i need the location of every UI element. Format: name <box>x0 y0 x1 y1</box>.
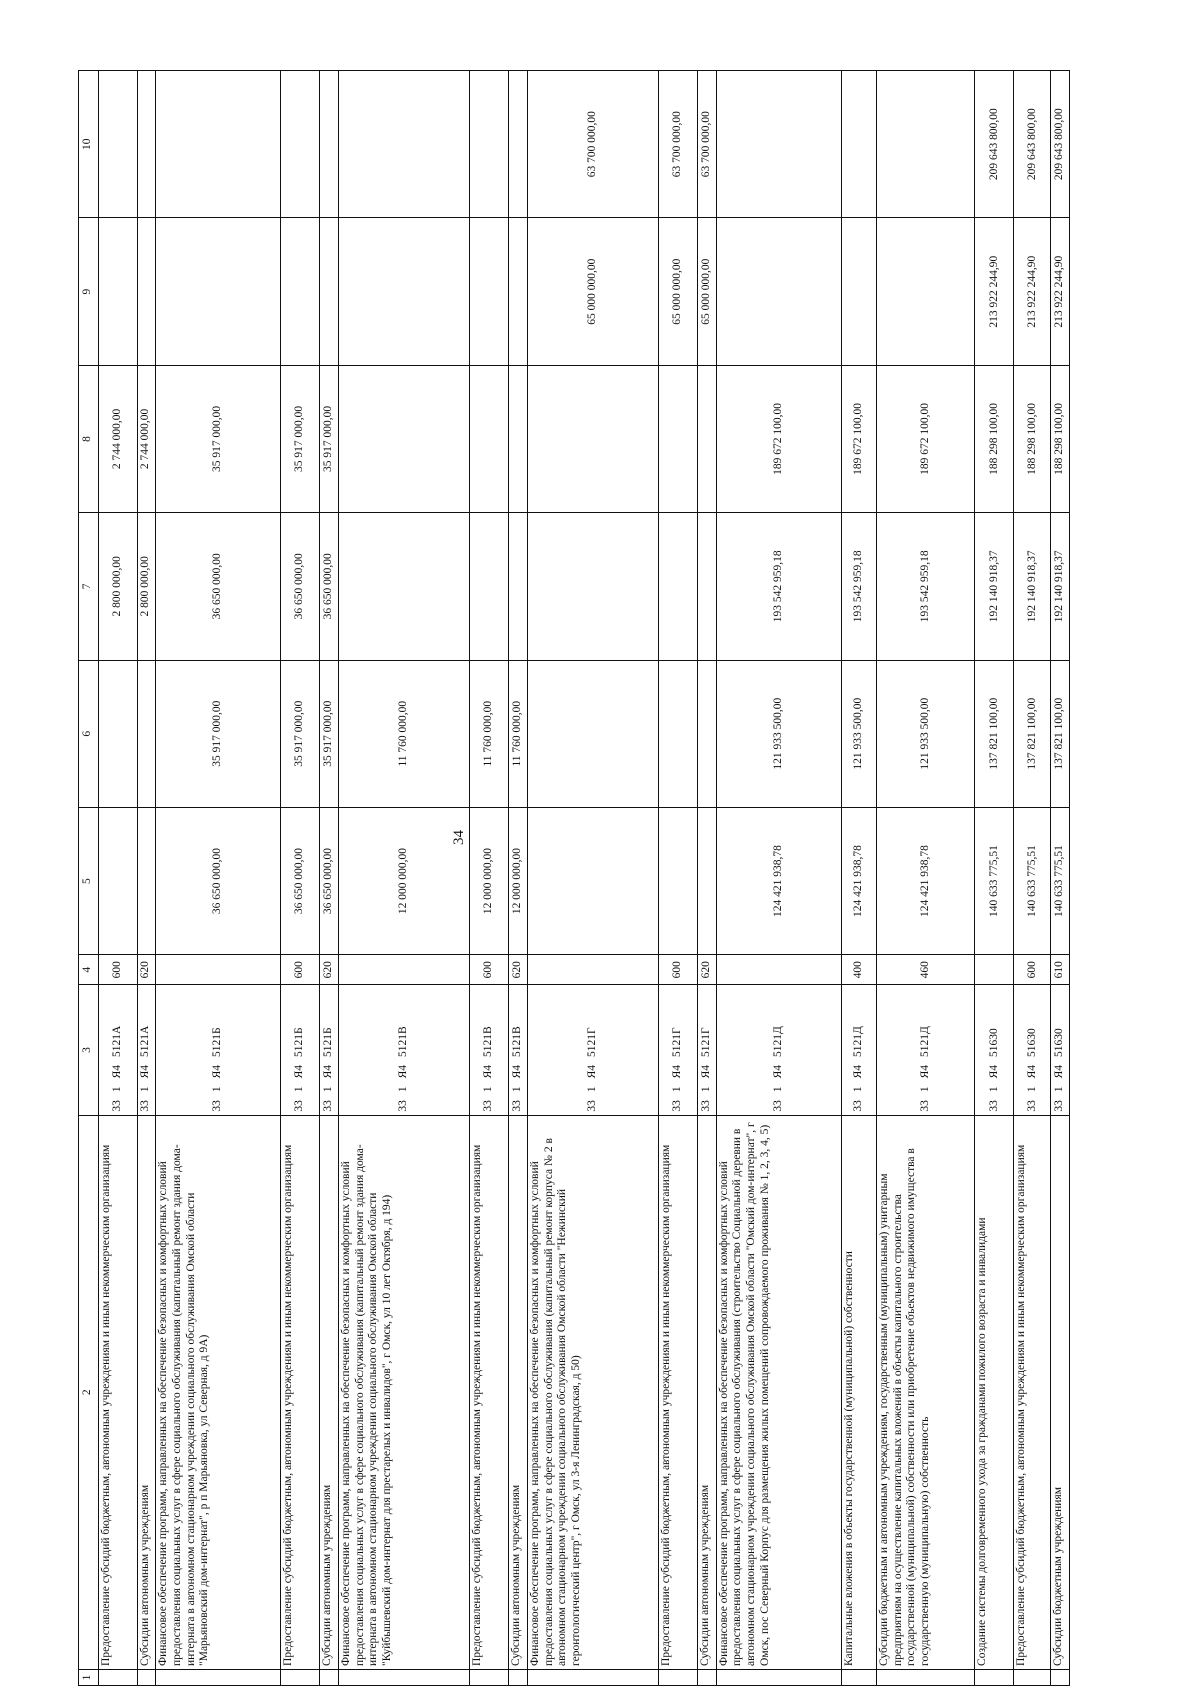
code-parts <box>919 988 933 1111</box>
code-part: 33 <box>397 1100 410 1112</box>
table-row <box>281 71 320 1686</box>
code-part: 33 <box>482 1100 495 1112</box>
row-description: Субсидии бюджетным учреждениям <box>1051 1115 1070 1669</box>
amount-cell-c9 <box>281 218 320 365</box>
header-cell: 9 <box>79 218 99 365</box>
empty-cell <box>281 1669 320 1685</box>
amount-cell-c9 <box>841 218 876 365</box>
row-code <box>470 985 509 1115</box>
code-part: 1 <box>211 1086 224 1093</box>
code-part: 1 <box>110 1086 123 1093</box>
row-code <box>98 985 137 1115</box>
expense-type-cell: 610 <box>1051 955 1070 985</box>
amount-cell-c8: 188 298 100,00 <box>975 365 1014 512</box>
code-part: 1 <box>322 1086 335 1093</box>
code-part: 33 <box>700 1100 713 1112</box>
code-part: 33 <box>671 1100 684 1112</box>
amount-cell-c8 <box>470 365 509 512</box>
row-code <box>137 985 155 1115</box>
amount-cell-c9: 65 000 000,00 <box>659 218 698 365</box>
code-part: 5121Г <box>671 1027 684 1057</box>
code-part: 33 <box>851 1100 864 1112</box>
header-cell: 2 <box>79 1115 99 1669</box>
amount-cell-c8: 35 917 000,00 <box>281 365 320 512</box>
amount-cell-c5 <box>98 807 137 954</box>
amount-cell-c6 <box>527 660 658 807</box>
code-part: 5121А <box>110 1025 123 1057</box>
row-code <box>659 985 698 1115</box>
expense-type-cell <box>716 955 841 985</box>
code-part: 5121Б <box>211 1027 224 1057</box>
amount-cell-c6 <box>98 660 137 807</box>
amount-cell-c8: 189 672 100,00 <box>841 365 876 512</box>
row-code <box>281 985 320 1115</box>
empty-cell <box>975 1669 1014 1685</box>
code-part: 33 <box>511 1100 524 1112</box>
code-part: 1 <box>139 1086 152 1093</box>
amount-cell-c10 <box>281 71 320 218</box>
amount-cell-c7: 192 140 918,37 <box>1014 513 1051 660</box>
code-part: Я4 <box>771 1064 784 1079</box>
amount-cell-c6 <box>659 660 698 807</box>
table-row <box>659 71 698 1686</box>
header-cell: 4 <box>79 955 99 985</box>
amount-cell-c5 <box>698 807 716 954</box>
expense-type-cell: 600 <box>659 955 698 985</box>
code-part: 1 <box>918 1086 931 1093</box>
amount-cell-c10 <box>841 71 876 218</box>
expense-type-cell: 620 <box>509 955 527 985</box>
code-parts <box>111 988 125 1111</box>
amount-cell-c8: 189 672 100,00 <box>876 365 975 512</box>
amount-cell-c8 <box>338 365 469 512</box>
amount-cell-c10 <box>156 71 281 218</box>
amount-cell-c9: 65 000 000,00 <box>698 218 716 365</box>
code-part: 5121Д <box>851 1026 864 1057</box>
amount-cell-c7: 2 800 000,00 <box>137 513 155 660</box>
row-code <box>698 985 716 1115</box>
row-description: Финансовое обеспечение программ, направленных на обеспечение безопасных и комфортных условий предоставления социальных услуг в сфере социального обслуживания (капитальный ремонт здания дома-интерната в автономном стационарном учреждении социального обслуживания Омской области "Куйбышевский дом-интернат для престарелых и инвалидов", г Омск, ул 10 лет Октября, д 194) <box>338 1115 469 1669</box>
amount-cell-c8: 2 744 000,00 <box>98 365 137 512</box>
table-row <box>156 71 281 1686</box>
code-part: 51630 <box>987 1028 1000 1057</box>
row-code <box>320 985 338 1115</box>
amount-cell-c9 <box>98 218 137 365</box>
code-part: 1 <box>771 1086 784 1093</box>
code-part: Я4 <box>1025 1064 1038 1079</box>
code-part: Я4 <box>1053 1064 1066 1079</box>
code-part: 1 <box>700 1086 713 1093</box>
amount-cell-c10 <box>98 71 137 218</box>
code-part: Я4 <box>139 1064 152 1079</box>
amount-cell-c5: 12 000 000,00 <box>470 807 509 954</box>
code-part: 5121Д <box>918 1026 931 1057</box>
amount-cell-c9 <box>338 218 469 365</box>
table-row <box>320 71 338 1686</box>
row-description: Финансовое обеспечение программ, направленных на обеспечение безопасных и комфортных условий предоставления социальных услуг в сфере социального обслуживания (строительство Социальной деревни в автономном стационарном учреждении социального обслуживания Омской области "Омский дом-интернат", г Омск, пос Северный Корпус для размещения жилых помещений сопровождаемого проживания № 1, 2, 3, 4, 5) <box>716 1115 841 1669</box>
amount-cell-c8: 188 298 100,00 <box>1014 365 1051 512</box>
table-header-row <box>79 71 99 1686</box>
amount-cell-c7: 36 650 000,00 <box>320 513 338 660</box>
amount-cell-c7: 192 140 918,37 <box>975 513 1014 660</box>
amount-cell-c7 <box>509 513 527 660</box>
amount-cell-c5 <box>659 807 698 954</box>
row-description: Субсидии автономным учреждениям <box>320 1115 338 1669</box>
code-part: 1 <box>586 1086 599 1093</box>
amount-cell-c8: 2 744 000,00 <box>137 365 155 512</box>
code-part: 5121Г <box>586 1027 599 1057</box>
code-part: 5121В <box>511 1026 524 1057</box>
amount-cell-c9: 213 922 244,90 <box>975 218 1014 365</box>
code-part: Я4 <box>482 1064 495 1079</box>
code-part: 1 <box>1053 1086 1066 1093</box>
row-code <box>1051 985 1070 1115</box>
empty-cell <box>841 1669 876 1685</box>
amount-cell-c6 <box>698 660 716 807</box>
amount-cell-c8: 35 917 000,00 <box>320 365 338 512</box>
code-part: 33 <box>771 1100 784 1112</box>
code-part: 33 <box>110 1100 123 1112</box>
amount-cell-c5: 36 650 000,00 <box>281 807 320 954</box>
empty-cell <box>1014 1669 1051 1685</box>
code-parts <box>852 988 866 1111</box>
code-part: 5121А <box>139 1025 152 1057</box>
code-part: 5121Г <box>700 1027 713 1057</box>
amount-cell-c7 <box>527 513 658 660</box>
empty-cell <box>137 1669 155 1685</box>
empty-cell <box>509 1669 527 1685</box>
code-part: 51630 <box>1053 1028 1066 1057</box>
table-row <box>470 71 509 1686</box>
amount-cell-c8 <box>698 365 716 512</box>
amount-cell-c8: 188 298 100,00 <box>1051 365 1070 512</box>
code-part: Я4 <box>671 1064 684 1079</box>
code-parts <box>293 988 307 1111</box>
amount-cell-c10: 63 700 000,00 <box>698 71 716 218</box>
amount-cell-c9 <box>509 218 527 365</box>
code-part: Я4 <box>987 1064 1000 1079</box>
empty-cell <box>320 1669 338 1685</box>
expense-type-cell <box>527 955 658 985</box>
code-parts <box>482 988 496 1111</box>
code-part: 1 <box>851 1086 864 1093</box>
amount-cell-c5: 140 633 775,51 <box>1014 807 1051 954</box>
expense-type-cell <box>156 955 281 985</box>
amount-cell-c8 <box>659 365 698 512</box>
table-row <box>698 71 716 1686</box>
amount-cell-c6: 121 933 500,00 <box>716 660 841 807</box>
code-part: Я4 <box>397 1064 410 1079</box>
amount-cell-c5: 124 421 938,78 <box>841 807 876 954</box>
code-part: 33 <box>918 1100 931 1112</box>
code-part: Я4 <box>586 1064 599 1079</box>
empty-cell <box>527 1669 658 1685</box>
amount-cell-c9 <box>876 218 975 365</box>
row-description: Субсидии автономным учреждениям <box>509 1115 527 1669</box>
code-part: 5121В <box>482 1026 495 1057</box>
code-parts <box>772 988 786 1111</box>
expense-type-cell: 600 <box>1014 955 1051 985</box>
row-description: Субсидии автономным учреждениям <box>137 1115 155 1669</box>
amount-cell-c9: 213 922 244,90 <box>1014 218 1051 365</box>
amount-cell-c10: 209 643 800,00 <box>1051 71 1070 218</box>
code-part: Я4 <box>293 1064 306 1079</box>
amount-cell-c6: 137 821 100,00 <box>975 660 1014 807</box>
table-row <box>338 71 469 1686</box>
amount-cell-c5 <box>137 807 155 954</box>
code-part: 5121Б <box>322 1027 335 1057</box>
table-row <box>975 71 1014 1686</box>
code-part: Я4 <box>700 1064 713 1079</box>
amount-cell-c7: 192 140 918,37 <box>1051 513 1070 660</box>
amount-cell-c7: 193 542 959,18 <box>841 513 876 660</box>
code-part: 33 <box>293 1100 306 1112</box>
amount-cell-c10 <box>470 71 509 218</box>
amount-cell-c9: 65 000 000,00 <box>527 218 658 365</box>
code-parts <box>511 988 525 1111</box>
amount-cell-c5: 124 421 938,78 <box>716 807 841 954</box>
expense-type-cell: 600 <box>470 955 509 985</box>
expense-type-cell <box>975 955 1014 985</box>
row-description: Предоставление субсидий бюджетным, автономным учреждениям и иным некоммерческим организациям <box>659 1115 698 1669</box>
amount-cell-c9 <box>470 218 509 365</box>
amount-cell-c10: 209 643 800,00 <box>1014 71 1051 218</box>
row-description: Создание системы долговременного ухода за гражданами пожилого возраста и инвалидами <box>975 1115 1014 1669</box>
table-row <box>527 71 658 1686</box>
row-code <box>876 985 975 1115</box>
empty-cell <box>876 1669 975 1685</box>
amount-cell-c5: 140 633 775,51 <box>1051 807 1070 954</box>
amount-cell-c7 <box>659 513 698 660</box>
expense-type-cell <box>338 955 469 985</box>
header-cell: 7 <box>79 513 99 660</box>
code-part: 1 <box>293 1086 306 1093</box>
expense-type-cell: 620 <box>137 955 155 985</box>
row-description: Субсидии бюджетным и автономным учреждениям, государственным (муниципальным) унитарным предприятиям на осуществление капитальных вложений в объекты капитального строительства государственной (муниципальной) собственности или приобретение объектов недвижимого имущества в государственную (муниципальную) собственность <box>876 1115 975 1669</box>
table-row <box>841 71 876 1686</box>
amount-cell-c5 <box>527 807 658 954</box>
code-part: Я4 <box>511 1064 524 1079</box>
amount-cell-c7: 193 542 959,18 <box>876 513 975 660</box>
code-parts <box>586 988 600 1111</box>
code-part: 1 <box>671 1086 684 1093</box>
amount-cell-c5: 36 650 000,00 <box>320 807 338 954</box>
expense-type-cell: 600 <box>281 955 320 985</box>
row-code <box>338 985 469 1115</box>
row-description: Предоставление субсидий бюджетным, автономным учреждениям и иным некоммерческим организациям <box>98 1115 137 1669</box>
code-parts <box>211 988 225 1111</box>
amount-cell-c5: 36 650 000,00 <box>156 807 281 954</box>
code-part: 33 <box>586 1100 599 1112</box>
amount-cell-c6: 35 917 000,00 <box>156 660 281 807</box>
amount-cell-c9: 213 922 244,90 <box>1051 218 1070 365</box>
row-code <box>527 985 658 1115</box>
budget-table-rotated <box>78 70 1070 1686</box>
row-code <box>509 985 527 1115</box>
code-parts <box>1026 988 1040 1111</box>
amount-cell-c10 <box>509 71 527 218</box>
amount-cell-c6: 11 760 000,00 <box>470 660 509 807</box>
code-part: Я4 <box>110 1064 123 1079</box>
code-part: 5121Б <box>293 1027 306 1057</box>
amount-cell-c10: 63 700 000,00 <box>659 71 698 218</box>
amount-cell-c6: 35 917 000,00 <box>281 660 320 807</box>
code-part: 33 <box>322 1100 335 1112</box>
code-parts <box>671 988 685 1111</box>
expense-type-cell: 600 <box>98 955 137 985</box>
row-description: Финансовое обеспечение программ, направленных на обеспечение безопасных и комфортных условий предоставления социальных услуг в сфере социального обслуживания (капитальный ремонт корпуса № 2 в автономном стационарном учреждении социального обслуживания Омской области "Нежинский геронтологический центр", г Омск, ул 3-я Ленинградская, д 50) <box>527 1115 658 1669</box>
amount-cell-c5: 12 000 000,00 <box>338 807 469 954</box>
amount-cell-c8: 189 672 100,00 <box>716 365 841 512</box>
code-part: 1 <box>1025 1086 1038 1093</box>
amount-cell-c7 <box>338 513 469 660</box>
code-parts <box>988 988 1002 1111</box>
amount-cell-c10 <box>338 71 469 218</box>
code-parts <box>700 988 714 1111</box>
code-parts <box>1053 988 1067 1111</box>
amount-cell-c6: 137 821 100,00 <box>1014 660 1051 807</box>
amount-cell-c9 <box>716 218 841 365</box>
code-parts <box>397 988 411 1111</box>
code-part: Я4 <box>211 1064 224 1079</box>
expense-type-cell: 620 <box>320 955 338 985</box>
row-description: Капитальные вложения в объекты государственной (муниципальной) собственности <box>841 1115 876 1669</box>
empty-cell <box>156 1669 281 1685</box>
amount-cell-c8: 35 917 000,00 <box>156 365 281 512</box>
row-description: Предоставление субсидий бюджетным, автономным учреждениям и иным некоммерческим организациям <box>1014 1115 1051 1669</box>
empty-cell <box>338 1669 469 1685</box>
expense-type-cell: 620 <box>698 955 716 985</box>
table-row <box>1014 71 1051 1686</box>
row-code <box>841 985 876 1115</box>
amount-cell-c6: 121 933 500,00 <box>876 660 975 807</box>
amount-cell-c5: 140 633 775,51 <box>975 807 1014 954</box>
header-cell: 1 <box>79 1669 99 1685</box>
amount-cell-c9 <box>320 218 338 365</box>
row-description: Финансовое обеспечение программ, направленных на обеспечение безопасных и комфортных условий предоставления социальных услуг в сфере социального обслуживания (капитальный ремонт здания дома-интерната в автономном стационарном учреждении социального обслуживания Омской области "Марьяновский дом-интернат", р п Марьяновка, ул Северная, д 9А) <box>156 1115 281 1669</box>
amount-cell-c7 <box>698 513 716 660</box>
row-code <box>716 985 841 1115</box>
amount-cell-c8 <box>527 365 658 512</box>
row-description: Предоставление субсидий бюджетным, автономным учреждениям и иным некоммерческим организациям <box>281 1115 320 1669</box>
table-row <box>1051 71 1070 1686</box>
amount-cell-c7: 36 650 000,00 <box>156 513 281 660</box>
code-part: Я4 <box>322 1064 335 1079</box>
amount-cell-c6: 11 760 000,00 <box>509 660 527 807</box>
code-part: 1 <box>511 1086 524 1093</box>
table-row <box>509 71 527 1686</box>
row-code <box>156 985 281 1115</box>
amount-cell-c7: 193 542 959,18 <box>716 513 841 660</box>
table-row <box>716 71 841 1686</box>
amount-cell-c5: 12 000 000,00 <box>509 807 527 954</box>
code-part: 1 <box>482 1086 495 1093</box>
amount-cell-c10 <box>876 71 975 218</box>
code-part: Я4 <box>918 1064 931 1079</box>
row-code <box>1014 985 1051 1115</box>
code-part: 1 <box>987 1086 1000 1093</box>
code-part: 33 <box>987 1100 1000 1112</box>
amount-cell-c6: 11 760 000,00 <box>338 660 469 807</box>
header-cell: 3 <box>79 985 99 1115</box>
amount-cell-c10 <box>320 71 338 218</box>
expense-type-cell: 400 <box>841 955 876 985</box>
amount-cell-c6: 137 821 100,00 <box>1051 660 1070 807</box>
row-description: Предоставление субсидий бюджетным, автономным учреждениям и иным некоммерческим организациям <box>470 1115 509 1669</box>
amount-cell-c7 <box>470 513 509 660</box>
code-part: 5121Д <box>771 1026 784 1057</box>
empty-cell <box>1051 1669 1070 1685</box>
empty-cell <box>98 1669 137 1685</box>
header-cell: 10 <box>79 71 99 218</box>
code-part: 5121В <box>397 1026 410 1057</box>
empty-cell <box>659 1669 698 1685</box>
code-part: Я4 <box>851 1064 864 1079</box>
amount-cell-c9 <box>137 218 155 365</box>
amount-cell-c6 <box>137 660 155 807</box>
header-cell: 5 <box>79 807 99 954</box>
budget-table <box>78 70 1070 1686</box>
code-part: 33 <box>139 1100 152 1112</box>
amount-cell-c10 <box>137 71 155 218</box>
empty-cell <box>470 1669 509 1685</box>
amount-cell-c10: 63 700 000,00 <box>527 71 658 218</box>
amount-cell-c6: 121 933 500,00 <box>841 660 876 807</box>
empty-cell <box>698 1669 716 1685</box>
amount-cell-c7: 36 650 000,00 <box>281 513 320 660</box>
code-part: 33 <box>1053 1100 1066 1112</box>
amount-cell-c8 <box>509 365 527 512</box>
empty-cell <box>716 1669 841 1685</box>
row-description: Субсидии автономным учреждениям <box>698 1115 716 1669</box>
code-part: 51630 <box>1025 1028 1038 1057</box>
amount-cell-c6: 35 917 000,00 <box>320 660 338 807</box>
code-parts <box>322 988 336 1111</box>
header-cell: 8 <box>79 365 99 512</box>
amount-cell-c5: 124 421 938,78 <box>876 807 975 954</box>
amount-cell-c7: 2 800 000,00 <box>98 513 137 660</box>
table-row <box>137 71 155 1686</box>
code-part: 1 <box>397 1086 410 1093</box>
amount-cell-c9 <box>156 218 281 365</box>
amount-cell-c10 <box>716 71 841 218</box>
table-row <box>876 71 975 1686</box>
code-part: 33 <box>211 1100 224 1112</box>
code-part: 33 <box>1025 1100 1038 1112</box>
amount-cell-c10: 209 643 800,00 <box>975 71 1014 218</box>
table-row <box>98 71 137 1686</box>
code-parts <box>139 988 153 1111</box>
row-code <box>975 985 1014 1115</box>
header-cell: 6 <box>79 660 99 807</box>
page-number: 34 <box>451 830 467 845</box>
expense-type-cell: 460 <box>876 955 975 985</box>
